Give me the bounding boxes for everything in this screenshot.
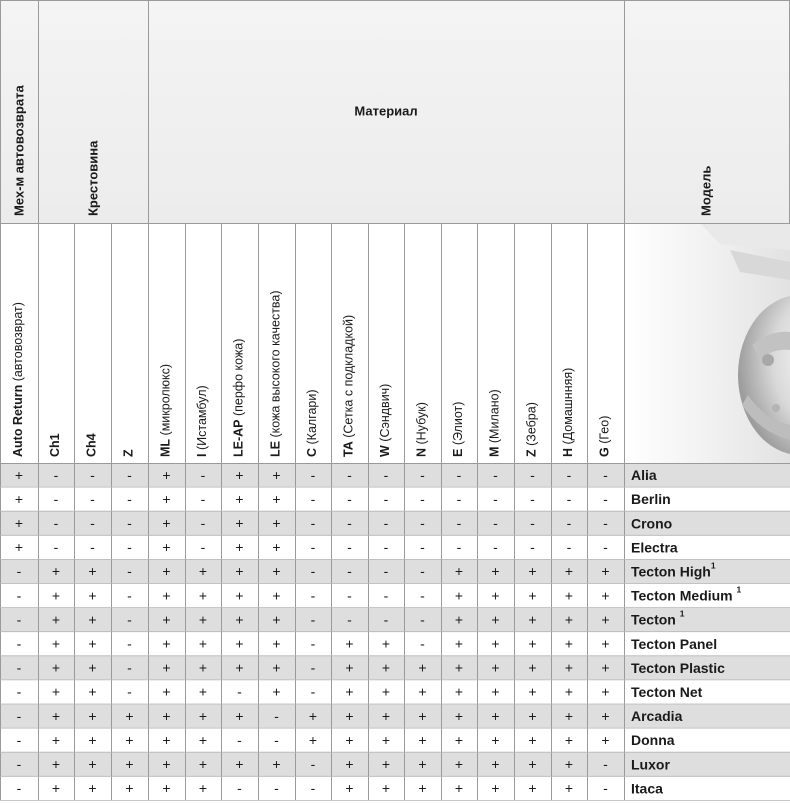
- cell-plus: +: [491, 587, 500, 604]
- cell-plus: +: [381, 683, 391, 700]
- cell-plus: +: [198, 659, 208, 676]
- cell-dash: -: [16, 707, 22, 724]
- cell-plus: +: [454, 659, 464, 676]
- cell-dash: -: [493, 539, 498, 556]
- cell-dash: -: [420, 611, 425, 628]
- cell-plus: +: [272, 635, 281, 652]
- cell-dash: -: [53, 514, 59, 531]
- cell-dash: -: [310, 539, 316, 556]
- model-name: Itaca: [631, 780, 663, 797]
- cell-plus: +: [491, 635, 500, 652]
- cell-plus: +: [88, 683, 97, 700]
- cell-plus: +: [198, 587, 208, 604]
- cell-plus: +: [381, 659, 391, 676]
- cell-plus: +: [528, 563, 537, 580]
- cell-dash: -: [310, 490, 316, 507]
- cell-plus: +: [491, 611, 500, 628]
- cell-dash: -: [420, 587, 425, 604]
- cell-plus: +: [491, 755, 500, 772]
- cell-dash: -: [310, 611, 316, 628]
- cell-plus: +: [601, 731, 610, 748]
- row-stripe: [0, 752, 790, 776]
- header-mechanism: Мех-м автовозврата: [11, 85, 27, 216]
- cell-dash: -: [383, 563, 389, 580]
- cell-plus: +: [528, 707, 537, 724]
- model-name: Electra: [631, 539, 678, 556]
- cell-plus: +: [235, 635, 244, 652]
- cell-dash: -: [493, 514, 498, 531]
- cell-dash: -: [566, 539, 572, 556]
- cell-plus: +: [51, 659, 61, 676]
- column-header: Auto Return (автовозврат): [11, 302, 26, 457]
- cell-plus: +: [418, 683, 427, 700]
- cell-plus: +: [235, 539, 244, 556]
- cell-plus: +: [51, 611, 61, 628]
- cell-dash: -: [420, 563, 425, 580]
- model-name: Alia: [631, 466, 657, 483]
- cell-plus: +: [235, 563, 244, 580]
- cell-dash: -: [16, 731, 22, 748]
- cell-dash: -: [310, 635, 316, 652]
- cell-dash: -: [310, 755, 316, 772]
- column-header: ML (микролюкс): [158, 363, 173, 457]
- cell-plus: +: [601, 659, 610, 676]
- cell-dash: -: [347, 466, 352, 483]
- cell-plus: +: [491, 707, 500, 724]
- header-model: Модель: [698, 165, 714, 216]
- cell-dash: -: [347, 514, 352, 531]
- cell-dash: -: [530, 539, 535, 556]
- cell-dash: -: [16, 611, 22, 628]
- column-header: C (Калгари): [305, 389, 320, 457]
- cell-plus: +: [528, 780, 537, 797]
- cell-dash: -: [274, 731, 279, 748]
- cell-dash: -: [53, 466, 59, 483]
- cell-plus: +: [564, 587, 574, 604]
- column-header: Z: [121, 449, 136, 457]
- cell-plus: +: [162, 490, 171, 507]
- cell-dash: -: [127, 563, 132, 580]
- cell-dash: -: [456, 514, 462, 531]
- cell-dash: -: [310, 683, 316, 700]
- header-material: Материал: [354, 103, 418, 119]
- cell-plus: +: [272, 683, 281, 700]
- model-name: Tecton Panel: [631, 635, 718, 652]
- cell-dash: -: [603, 466, 608, 483]
- cell-plus: +: [125, 780, 134, 797]
- cell-plus: +: [564, 780, 574, 797]
- cell-dash: -: [493, 466, 498, 483]
- cell-plus: +: [162, 683, 171, 700]
- cell-plus: +: [272, 539, 281, 556]
- cell-plus: +: [528, 683, 537, 700]
- column-header: G (Гео): [597, 415, 612, 457]
- cell-plus: +: [51, 635, 61, 652]
- cell-plus: +: [198, 563, 208, 580]
- cell-plus: +: [51, 731, 61, 748]
- cell-plus: +: [235, 707, 244, 724]
- cell-plus: +: [14, 490, 24, 507]
- cell-dash: -: [420, 490, 425, 507]
- cell-dash: -: [127, 539, 132, 556]
- cell-plus: +: [601, 707, 610, 724]
- cell-plus: +: [272, 490, 281, 507]
- cell-plus: +: [235, 611, 244, 628]
- cell-plus: +: [14, 466, 24, 483]
- model-name: Tecton Net: [631, 683, 703, 700]
- cell-plus: +: [162, 659, 171, 676]
- cell-dash: -: [310, 587, 316, 604]
- column-header: N (Нубук): [414, 402, 429, 457]
- cell-dash: -: [53, 490, 59, 507]
- cell-dash: -: [310, 780, 316, 797]
- cell-plus: +: [88, 635, 97, 652]
- cell-dash: -: [16, 635, 22, 652]
- cell-dash: -: [420, 514, 425, 531]
- model-name: Tecton High$^1$: [631, 560, 716, 580]
- cell-plus: +: [235, 755, 244, 772]
- cell-plus: +: [51, 587, 61, 604]
- cell-dash: -: [16, 755, 22, 772]
- cell-plus: +: [454, 731, 464, 748]
- cell-dash: -: [456, 490, 462, 507]
- model-name: Tecton Medium $^1$: [631, 584, 742, 604]
- column-header: I (Истамбул): [195, 385, 210, 457]
- cell-dash: -: [347, 611, 352, 628]
- cell-dash: -: [420, 539, 425, 556]
- cell-plus: +: [235, 659, 244, 676]
- cell-plus: +: [381, 635, 391, 652]
- cell-dash: -: [127, 466, 132, 483]
- cell-plus: +: [88, 587, 97, 604]
- cell-plus: +: [235, 514, 244, 531]
- cell-dash: -: [603, 490, 608, 507]
- cell-dash: -: [200, 514, 206, 531]
- cell-dash: -: [127, 514, 132, 531]
- cell-plus: +: [51, 755, 61, 772]
- cell-dash: -: [310, 659, 316, 676]
- cell-plus: +: [51, 563, 61, 580]
- column-header: M (Милано): [487, 389, 502, 457]
- cell-plus: +: [601, 587, 610, 604]
- cell-dash: -: [16, 563, 22, 580]
- cell-plus: +: [88, 755, 97, 772]
- cell-plus: +: [564, 635, 574, 652]
- cell-plus: +: [198, 683, 208, 700]
- cell-dash: -: [310, 466, 316, 483]
- cell-plus: +: [564, 707, 574, 724]
- column-header: LE (кожа высокого качества): [268, 290, 283, 457]
- cell-plus: +: [381, 731, 391, 748]
- cell-plus: +: [601, 611, 610, 628]
- cell-dash: -: [200, 490, 206, 507]
- cell-plus: +: [272, 563, 281, 580]
- cell-plus: +: [88, 611, 97, 628]
- cell-plus: +: [308, 707, 318, 724]
- cell-plus: +: [272, 587, 281, 604]
- cell-plus: +: [454, 755, 464, 772]
- cell-plus: +: [51, 780, 61, 797]
- model-name: Tecton $^1$: [631, 608, 685, 628]
- cell-plus: +: [564, 731, 574, 748]
- cell-dash: -: [383, 490, 389, 507]
- cell-plus: +: [308, 731, 318, 748]
- cell-plus: +: [528, 659, 537, 676]
- cell-plus: +: [198, 707, 208, 724]
- cell-dash: -: [90, 466, 95, 483]
- cell-plus: +: [272, 611, 281, 628]
- cell-dash: -: [530, 466, 535, 483]
- cell-plus: +: [601, 635, 610, 652]
- cell-plus: +: [125, 731, 134, 748]
- cell-plus: +: [491, 659, 500, 676]
- cell-dash: -: [456, 466, 462, 483]
- cell-dash: -: [566, 466, 572, 483]
- column-header: Ch1: [48, 433, 63, 457]
- cell-plus: +: [381, 707, 391, 724]
- cell-plus: +: [564, 755, 574, 772]
- cell-plus: +: [162, 514, 171, 531]
- cell-dash: -: [90, 514, 95, 531]
- cell-plus: +: [564, 659, 574, 676]
- cell-dash: -: [237, 731, 242, 748]
- cell-plus: +: [14, 514, 24, 531]
- cell-plus: +: [272, 755, 281, 772]
- cell-dash: -: [383, 587, 389, 604]
- cell-dash: -: [237, 683, 242, 700]
- cell-plus: +: [162, 466, 171, 483]
- cell-plus: +: [345, 755, 354, 772]
- header-cross: Крестовина: [85, 140, 101, 216]
- cell-plus: +: [418, 707, 427, 724]
- model-name: Crono: [631, 514, 673, 531]
- cell-dash: -: [237, 780, 242, 797]
- column-header: H (Домашнняя): [561, 367, 576, 457]
- cell-plus: +: [162, 539, 171, 556]
- cell-dash: -: [383, 539, 389, 556]
- cell-plus: +: [454, 707, 464, 724]
- cell-plus: +: [454, 587, 464, 604]
- cell-plus: +: [454, 683, 464, 700]
- cell-plus: +: [345, 683, 354, 700]
- cell-plus: +: [528, 635, 537, 652]
- cell-plus: +: [198, 780, 208, 797]
- cell-dash: -: [566, 514, 572, 531]
- cell-plus: +: [601, 683, 610, 700]
- cell-plus: +: [88, 731, 97, 748]
- cell-plus: +: [125, 707, 134, 724]
- cell-dash: -: [347, 563, 352, 580]
- cell-plus: +: [198, 731, 208, 748]
- cell-dash: -: [383, 466, 389, 483]
- cell-dash: -: [420, 635, 425, 652]
- cell-plus: +: [454, 563, 464, 580]
- cell-dash: -: [310, 514, 316, 531]
- cell-dash: -: [274, 780, 279, 797]
- cell-plus: +: [88, 659, 97, 676]
- column-header: Z (Зебра): [524, 402, 539, 457]
- cell-plus: +: [528, 731, 537, 748]
- cell-plus: +: [345, 780, 354, 797]
- cell-dash: -: [53, 539, 59, 556]
- cell-plus: +: [528, 587, 537, 604]
- cell-dash: -: [200, 539, 206, 556]
- cell-dash: -: [603, 755, 608, 772]
- cell-dash: -: [456, 539, 462, 556]
- cell-plus: +: [162, 707, 171, 724]
- cell-plus: +: [564, 611, 574, 628]
- cell-plus: +: [272, 466, 281, 483]
- cell-plus: +: [162, 563, 171, 580]
- cell-dash: -: [16, 659, 22, 676]
- cell-plus: +: [345, 707, 354, 724]
- cell-plus: +: [564, 563, 574, 580]
- cell-plus: +: [235, 466, 244, 483]
- cell-plus: +: [491, 683, 500, 700]
- cell-dash: -: [310, 563, 316, 580]
- cell-dash: -: [274, 707, 279, 724]
- cell-dash: -: [493, 490, 498, 507]
- cell-plus: +: [601, 563, 610, 580]
- cell-plus: +: [418, 780, 427, 797]
- cell-dash: -: [90, 539, 95, 556]
- cell-dash: -: [347, 490, 352, 507]
- cell-plus: +: [381, 780, 391, 797]
- chair-photo: [624, 223, 790, 463]
- cell-dash: -: [347, 587, 352, 604]
- cell-dash: -: [383, 514, 389, 531]
- cell-plus: +: [88, 563, 97, 580]
- cell-dash: -: [530, 514, 535, 531]
- cell-plus: +: [345, 659, 354, 676]
- column-header: TA (Сетка с подкладкой): [341, 314, 356, 457]
- cell-dash: -: [200, 466, 206, 483]
- model-name: Berlin: [631, 490, 671, 507]
- cell-dash: -: [16, 780, 22, 797]
- column-header: E (Элиот): [451, 401, 466, 457]
- cell-dash: -: [127, 611, 132, 628]
- cell-plus: +: [418, 659, 427, 676]
- cell-dash: -: [16, 683, 22, 700]
- cell-plus: +: [88, 707, 97, 724]
- cell-plus: +: [491, 731, 500, 748]
- column-header: Ch4: [84, 433, 99, 457]
- cell-dash: -: [420, 466, 425, 483]
- cell-dash: -: [127, 635, 132, 652]
- cell-plus: +: [564, 683, 574, 700]
- cell-plus: +: [198, 755, 208, 772]
- model-name: Tecton Plastic: [631, 659, 725, 676]
- cell-plus: +: [198, 635, 208, 652]
- column-header: W (Сэндвич): [378, 383, 393, 457]
- cell-plus: +: [88, 780, 97, 797]
- cell-dash: -: [127, 490, 132, 507]
- cell-plus: +: [51, 683, 61, 700]
- cell-plus: +: [162, 587, 171, 604]
- cell-plus: +: [528, 611, 537, 628]
- cell-plus: +: [235, 490, 244, 507]
- cell-dash: -: [16, 587, 22, 604]
- cell-plus: +: [345, 731, 354, 748]
- row-stripe: [0, 463, 790, 487]
- cell-dash: -: [383, 611, 389, 628]
- cell-plus: +: [454, 635, 464, 652]
- cell-dash: -: [347, 539, 352, 556]
- cell-plus: +: [491, 780, 500, 797]
- model-name: Donna: [631, 731, 675, 748]
- cell-dash: -: [90, 490, 95, 507]
- cell-plus: +: [418, 755, 427, 772]
- cell-plus: +: [51, 707, 61, 724]
- cell-plus: +: [198, 611, 208, 628]
- cell-dash: -: [566, 490, 572, 507]
- model-name: Luxor: [631, 755, 670, 772]
- cell-plus: +: [235, 587, 244, 604]
- cell-plus: +: [454, 780, 464, 797]
- cell-plus: +: [345, 635, 354, 652]
- cell-dash: -: [127, 659, 132, 676]
- cell-dash: -: [603, 539, 608, 556]
- column-header: LE-AP (перфо кожа): [231, 338, 246, 457]
- cell-dash: -: [603, 780, 608, 797]
- cell-plus: +: [125, 755, 134, 772]
- cell-plus: +: [418, 731, 427, 748]
- cell-plus: +: [14, 539, 24, 556]
- cell-dash: -: [603, 514, 608, 531]
- cell-plus: +: [272, 659, 281, 676]
- cell-plus: +: [491, 563, 500, 580]
- model-name: Arcadia: [631, 707, 683, 724]
- cell-plus: +: [162, 635, 171, 652]
- cell-dash: -: [530, 490, 535, 507]
- cell-plus: +: [272, 514, 281, 531]
- cell-plus: +: [162, 731, 171, 748]
- cell-plus: +: [528, 755, 537, 772]
- cell-plus: +: [454, 611, 464, 628]
- cell-plus: +: [162, 755, 171, 772]
- cell-plus: +: [381, 755, 391, 772]
- cell-dash: -: [127, 683, 132, 700]
- cell-plus: +: [162, 780, 171, 797]
- cell-plus: +: [162, 611, 171, 628]
- cell-dash: -: [127, 587, 132, 604]
